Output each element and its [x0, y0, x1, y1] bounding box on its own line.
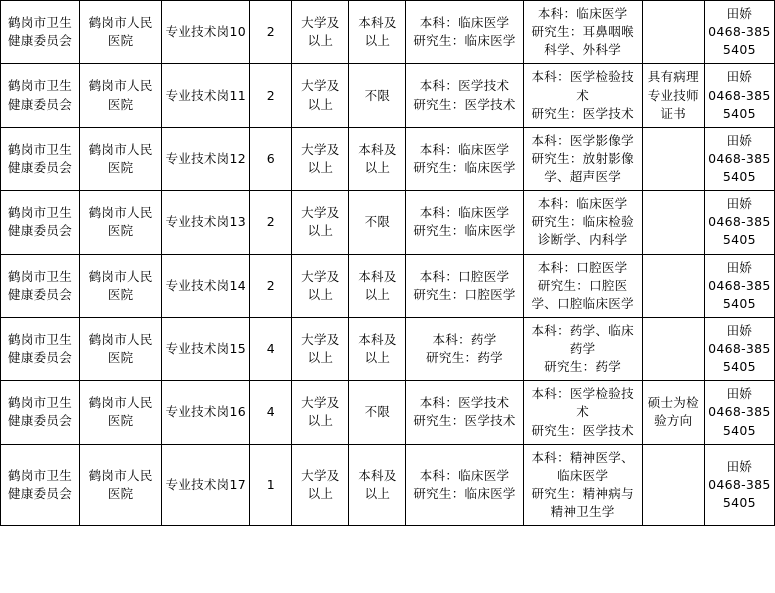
cell-major-secondary: 本科：临床医学 研究生：临床检验诊断学、内科学 [523, 191, 642, 254]
table-row [1, 444, 775, 526]
cell-post-name: 专业技术岗15 [162, 317, 250, 380]
cell-contact [704, 317, 774, 380]
contact-person: 田娇 [726, 196, 753, 212]
cell-major-primary: 本科：临床医学 研究生：临床医学 [406, 191, 523, 254]
cell-major-secondary: 本科：药学、临床药学 研究生：药学 [523, 317, 642, 380]
cell-major-primary: 本科：医学技术 研究生：医学技术 [406, 381, 523, 444]
cell-contact [704, 191, 774, 254]
contact-phone-line: 0468-385 [708, 87, 771, 103]
contact-phone-line: 0468-385 [708, 150, 771, 166]
contact-phone-line: 5405 [722, 295, 756, 311]
contact-phone-line: 0468-385 [708, 214, 771, 230]
cell-post-name: 专业技术岗14 [162, 254, 250, 317]
cell-recruiting-unit: 鹤岗市卫生健康委员会 [1, 254, 80, 317]
table-row [1, 381, 775, 444]
contact-phone-line: 5405 [722, 422, 756, 438]
cell-major-primary: 本科：医学技术 研究生：医学技术 [406, 64, 523, 127]
cell-major-secondary: 本科：医学影像学 研究生：放射影像学、超声医学 [523, 127, 642, 190]
contact-phone-line: 5405 [722, 105, 756, 121]
cell-headcount: 2 [250, 254, 292, 317]
cell-contact [704, 127, 774, 190]
cell-contact [704, 1, 774, 64]
contact-phone-line: 0468-385 [708, 476, 771, 492]
cell-major-primary: 本科：临床医学 研究生：临床医学 [406, 444, 523, 526]
contact-person: 田娇 [726, 6, 753, 21]
cell-headcount: 4 [250, 381, 292, 444]
contact-person: 田娇 [726, 386, 753, 402]
cell-degree: 本科及以上 [349, 127, 406, 190]
cell-recruiting-unit: 鹤岗市卫生健康委员会 [1, 1, 80, 64]
cell-major-primary: 本科：临床医学 研究生：临床医学 [406, 1, 523, 64]
cell-other-conditions [642, 317, 704, 380]
contact-phone-line: 5405 [722, 169, 756, 184]
cell-other-conditions [642, 1, 704, 64]
cell-degree: 不限 [349, 381, 406, 444]
cell-employer-org: 鹤岗市人民医院 [80, 254, 162, 317]
cell-recruiting-unit: 鹤岗市卫生健康委员会 [1, 381, 80, 444]
contact-person: 田娇 [726, 69, 753, 85]
cell-employer-org: 鹤岗市人民医院 [80, 1, 162, 64]
cell-employer-org: 鹤岗市人民医院 [80, 191, 162, 254]
cell-post-name: 专业技术岗13 [162, 191, 250, 254]
cell-other-conditions [642, 127, 704, 190]
cell-employer-org: 鹤岗市人民医院 [80, 381, 162, 444]
cell-education: 大学及以上 [292, 317, 349, 380]
cell-post-name: 专业技术岗12 [162, 127, 250, 190]
cell-recruiting-unit: 鹤岗市卫生健康委员会 [1, 191, 80, 254]
cell-major-primary: 本科：临床医学 研究生：临床医学 [406, 127, 523, 190]
cell-education: 大学及以上 [292, 444, 349, 526]
contact-phone-line: 0468-385 [708, 404, 771, 420]
cell-contact [704, 381, 774, 444]
cell-other-conditions [642, 254, 704, 317]
cell-headcount: 2 [250, 64, 292, 127]
contact-phone-line: 5405 [722, 359, 756, 375]
cell-headcount: 4 [250, 317, 292, 380]
contact-phone-line: 5405 [722, 232, 756, 248]
table-row [1, 317, 775, 380]
cell-other-conditions: 具有病理专业技师证书 [642, 64, 704, 127]
cell-major-secondary: 本科：口腔医学 研究生：口腔医学、口腔临床医学 [523, 254, 642, 317]
contact-person: 田娇 [726, 322, 753, 338]
cell-degree: 不限 [349, 191, 406, 254]
cell-education: 大学及以上 [292, 127, 349, 190]
cell-contact [704, 444, 774, 526]
cell-headcount: 2 [250, 191, 292, 254]
contact-phone-line: 0468-385 [708, 24, 771, 40]
cell-contact [704, 64, 774, 127]
cell-post-name: 专业技术岗16 [162, 381, 250, 444]
table-row [1, 1, 775, 64]
cell-degree: 本科及以上 [349, 444, 406, 526]
cell-degree: 不限 [349, 64, 406, 127]
cell-recruiting-unit: 鹤岗市卫生健康委员会 [1, 444, 80, 526]
cell-degree: 本科及以上 [349, 317, 406, 380]
cell-headcount: 1 [250, 444, 292, 526]
cell-major-secondary: 本科：医学检验技术 研究生：医学技术 [523, 381, 642, 444]
cell-major-secondary: 本科：临床医学 研究生：耳鼻咽喉科学、外科学 [523, 1, 642, 64]
cell-headcount: 2 [250, 1, 292, 64]
contact-person: 田娇 [726, 259, 753, 275]
cell-post-name: 专业技术岗11 [162, 64, 250, 127]
table-row [1, 127, 775, 190]
cell-employer-org: 鹤岗市人民医院 [80, 317, 162, 380]
cell-education: 大学及以上 [292, 381, 349, 444]
cell-employer-org: 鹤岗市人民医院 [80, 444, 162, 526]
contact-phone-line: 0468-385 [708, 277, 771, 293]
cell-degree: 本科及以上 [349, 1, 406, 64]
table-row [1, 64, 775, 127]
table-body [1, 1, 775, 526]
cell-recruiting-unit: 鹤岗市卫生健康委员会 [1, 64, 80, 127]
contact-person: 田娇 [726, 458, 753, 474]
cell-education: 大学及以上 [292, 64, 349, 127]
contact-phone-line: 5405 [722, 42, 756, 58]
cell-other-conditions [642, 444, 704, 526]
contact-person: 田娇 [726, 132, 753, 148]
cell-recruiting-unit: 鹤岗市卫生健康委员会 [1, 127, 80, 190]
table-row [1, 191, 775, 254]
contact-phone-line: 0468-385 [708, 341, 771, 356]
cell-education: 大学及以上 [292, 191, 349, 254]
cell-headcount: 6 [250, 127, 292, 190]
cell-major-primary: 本科：药学 研究生：药学 [406, 317, 523, 380]
contact-phone-line: 5405 [722, 494, 756, 510]
cell-employer-org: 鹤岗市人民医院 [80, 127, 162, 190]
cell-education: 大学及以上 [292, 1, 349, 64]
cell-degree: 本科及以上 [349, 254, 406, 317]
cell-post-name: 专业技术岗10 [162, 1, 250, 64]
cell-recruiting-unit: 鹤岗市卫生健康委员会 [1, 317, 80, 380]
table-row [1, 254, 775, 317]
cell-contact [704, 254, 774, 317]
cell-other-conditions: 硕士为检验方向 [642, 381, 704, 444]
cell-major-primary: 本科：口腔医学 研究生：口腔医学 [406, 254, 523, 317]
cell-education: 大学及以上 [292, 254, 349, 317]
cell-employer-org: 鹤岗市人民医院 [80, 64, 162, 127]
cell-major-secondary: 本科：医学检验技术 研究生：医学技术 [523, 64, 642, 127]
cell-post-name: 专业技术岗17 [162, 444, 250, 526]
cell-major-secondary: 本科：精神医学、临床医学 研究生：精神病与精神卫生学 [523, 444, 642, 526]
cell-other-conditions [642, 191, 704, 254]
